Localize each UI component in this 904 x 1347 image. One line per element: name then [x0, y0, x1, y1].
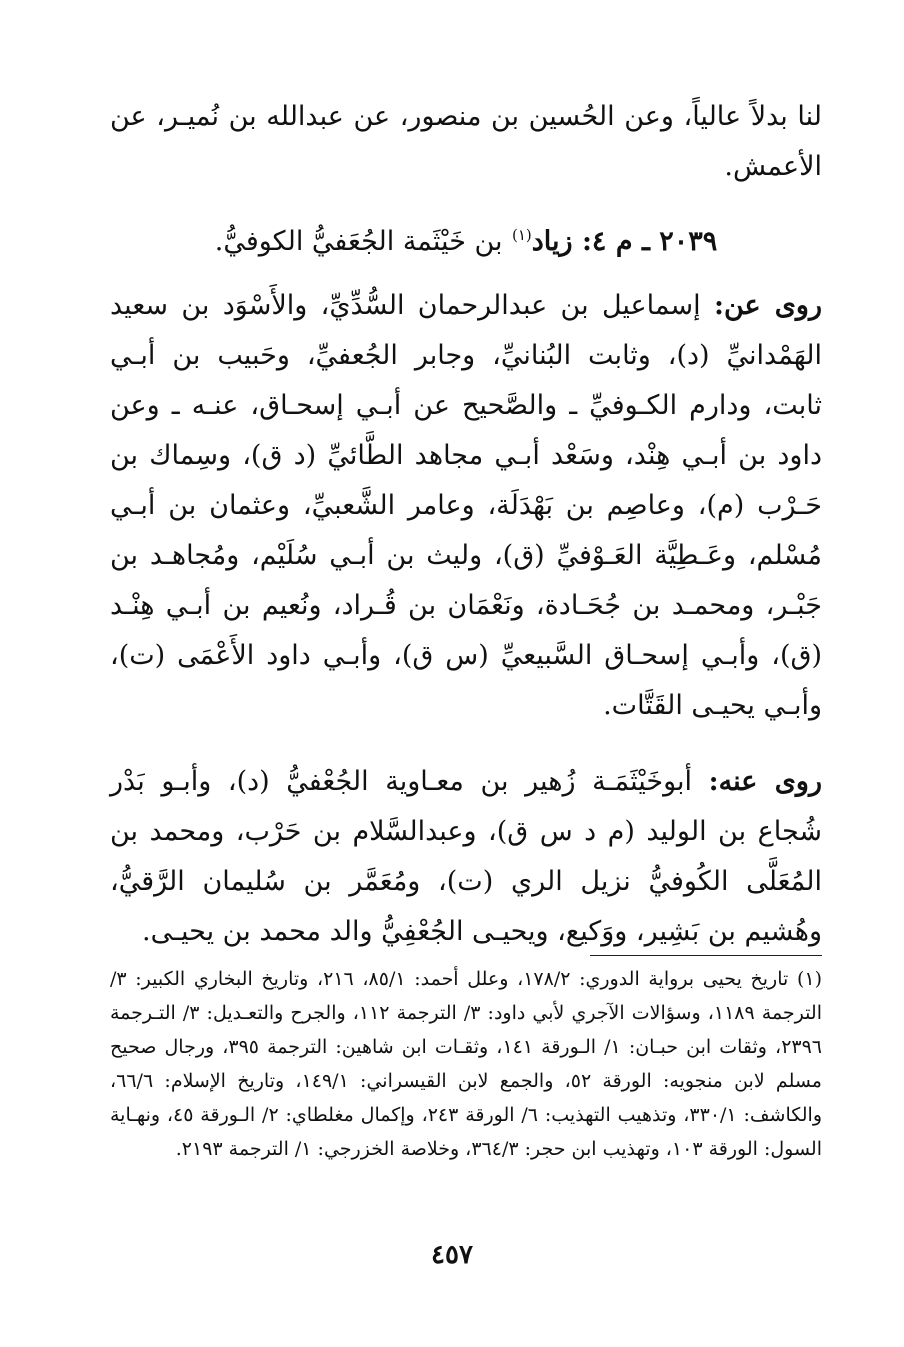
narrated-by-paragraph [110, 757, 822, 957]
page-number: ٤٥٧ [431, 1240, 473, 1270]
footnote: (١) تاريخ يحيى برواية الدوري: ١٧٨/٢، وعلل أحمد: ٨٥/١، ٢١٦، وتاريخ البخاري الكبير: ٣/ الترجمة ١١٨٩، وسؤالات الآجري لأبي داود: ٣/ الترجمة ١١٢، والجرح والتعـديل: ٣/ التـرجمة ٢٣٩٦، وثقات ابن حبـان: ١/ الـورقة ١٤١، وثقـات ابن شاهين: الترجمة ٣٩٥، ورجال صحيح مسلم لابن منجويه: الورقة ٥٢، والجمع لابن القيسراني: ١٤٩/١، وتاريخ الإسلام: ٦٦/٦، والكاشف: ٣٣٠/١، وتذهيب التهذيب: ٦/ الورقة ٢٤٣، وإكمال مغلطاي: ٢/ الـورقة ٤٥، ونهـاية السول: الورقة ١٠٣، وتهذيب ابن حجر: ٣٦٤/٣، وخلاصة الخزرجي: ١/ الترجمة ٢١٩٣. [110, 968, 823, 1160]
entry-heading [110, 210, 822, 267]
footnote-divider [590, 955, 822, 956]
narrated-from-text: إسماعيل بن عبدالرحمان السُّدِّيِّ، والأَسْوَد بن سعيد الهَمْدانيِّ (د)، وثابت البُنانيِّ، وجابر الجُعفيِّ، وحَبيب بن أبـي ثابت، ودارم الكـوفيِّ ـ والصَّحيح عن أبـي إسحـاق، عنـه ـ وعن داود بن أبـي هِنْد، وسَعْد أبـي مجاهد الطَّائيِّ (د ق)، وسِماك بن حَـرْب (م)، وعاصِم بن بَهْدَلَة، وعامر الشَّعبيِّ، وعثمان بن أبـي مُسْلم، وعَـطِيَّة العَـوْفيِّ (ق)، وليث بن أبـي سُلَيْم، ومُجاهـد بن جَبْـر، ومحمـد بن جُحَـادة، ونَعْمَان بن قُـراد، ونُعيم بن أبـي هِنْـد (ق)، وأبـي إسحـاق السَّبيعيِّ (س ق)، وأبـي داود الأَعْمَى (ت)، وأبـي يحيـى القَتَّات. [110, 290, 822, 721]
narrated-by-text: أبوخَيْثَمَـة زُهير بن معـاوية الجُعْفيُّ (د)، وأبـو بَدْر شُجاع بن الوليد (م د س ق)، وعبدالسَّلام بن حَرْب، ومحمد بن المُعَلَّى الكُوفيُّ نزيل الري (ت)، ومُعَمَّر بن سُليمان الرَّقيُّ، وهُشيم بن بَشِير، ووَكيع، ويحيـى الجُعْفِيُّ والد محمد بن يحيـى. [110, 766, 822, 947]
narrated-by-label: روى عنه: [708, 766, 822, 797]
entry-name: بن خَيْثَمة الجُعَفيُّ الكوفيُّ. [214, 226, 503, 257]
narrated-from-label: روى عن: [713, 290, 822, 321]
narrated-from-paragraph [110, 281, 822, 731]
entry-number: ٢٠٣٩ ـ م ٤: زياد [531, 226, 718, 257]
main-text [110, 92, 822, 957]
footnote-reference: (١) [511, 226, 532, 244]
continuation-paragraph: لنا بدلاً عالياً، وعن الحُسين بن منصور، عن عبدالله بن نُميـر، عن الأعمش. [110, 101, 822, 182]
